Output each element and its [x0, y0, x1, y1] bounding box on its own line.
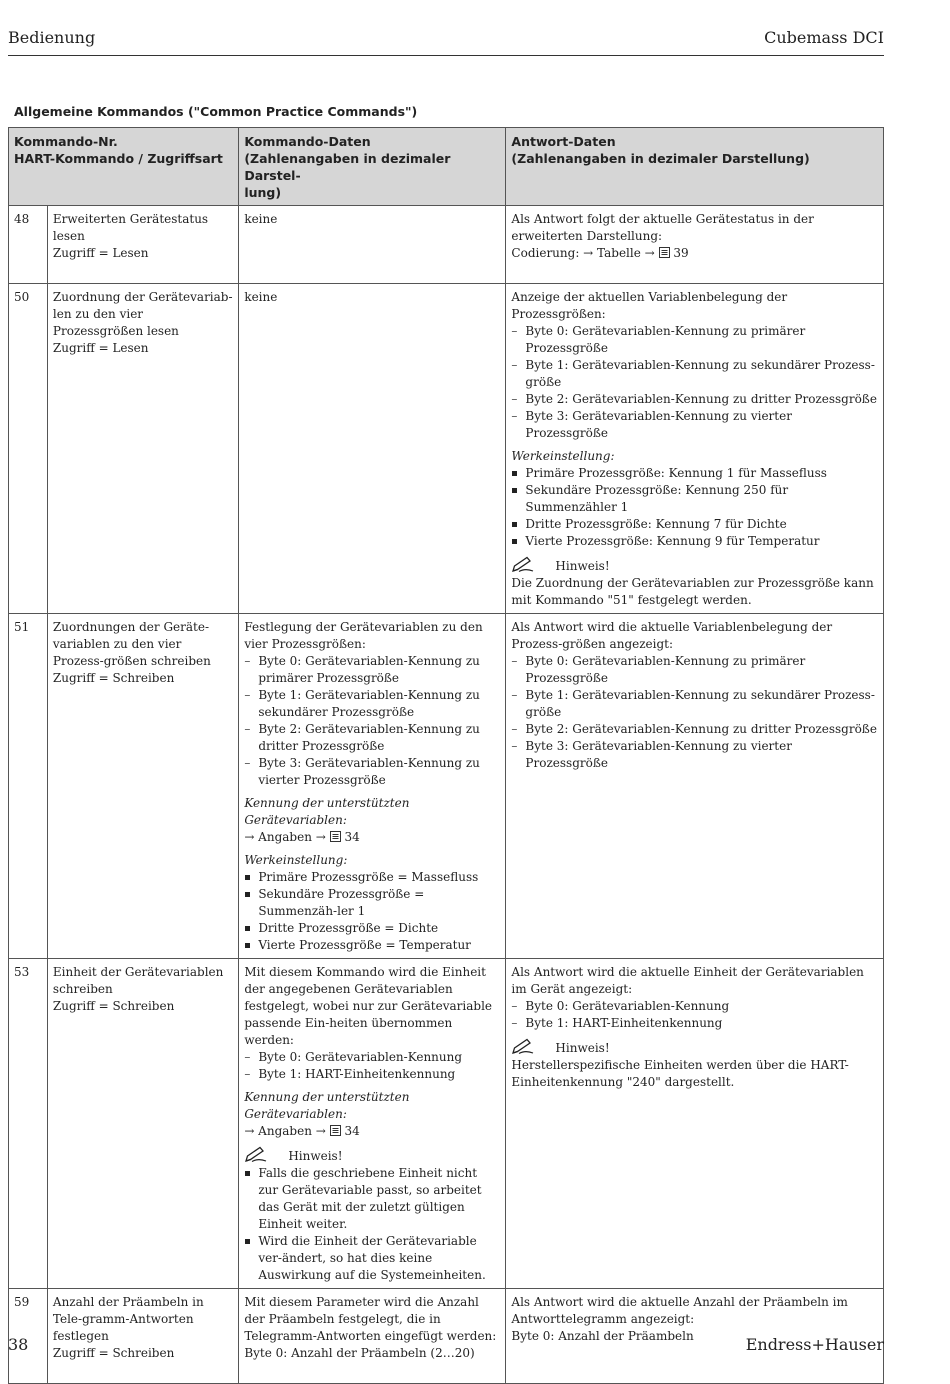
- list-item: Falls die geschriebene Einheit nicht zur Gerätevariable passt, so arbeitet das Gerät mit der zuletzt gültigen Einheit weiter.: [244, 1165, 500, 1233]
- page-number: 38: [8, 1335, 29, 1354]
- header-rule: [8, 55, 884, 56]
- list-item: Dritte Prozessgröße: Kennung 7 für Dichte: [511, 516, 878, 533]
- list-item: – Byte 0: Gerätevariablen-Kennung zu primärer Prozessgröße: [511, 323, 878, 357]
- hint-text: Herstellerspezifische Einheiten werden über die HART-Einheitenkennung "240" dargestellt.: [511, 1058, 849, 1089]
- hint-label: Hinweis!: [288, 1149, 343, 1163]
- table-row: [9, 206, 884, 284]
- command-data-cell: Mit diesem Parameter wird die Anzahl der Präambeln festgelegt, die in Telegramm-Antworten eingefügt werden: Byte 0: Anzahl der Präambeln (2…20): [239, 1289, 506, 1384]
- header-product-name: Cubemass DCI: [764, 28, 884, 47]
- list-item: – Byte 1: HART-Einheitenkennung: [511, 1015, 878, 1032]
- table-row: [9, 614, 884, 959]
- command-data-cell: Mit diesem Kommando wird die Einheit der angegebenen Gerätevariablen festgelegt, wobei nur zur Gerätevariable passende Ein-heiten übernommen werden: – Byte 0: Gerätevariablen-Kennung – Byte 1: HART-Einheitenkennung Kennung der unterstützten Gerätevariablen: → Angaben → 34 Hinweis! Falls die geschriebene Einheit nicht zur Gerätevariable passt, so arbeitet das Gerät mit der zuletzt gültigen Einheit weiter. Wird die Einheit der Gerätevariable ver-ändert, so hat dies keine Auswirkung auf die Systemeinheiten.: [239, 959, 506, 1289]
- hint-text: Die Zuordnung der Gerätevariablen zur Prozessgröße kann mit Kommando "51" festgelegt werden.: [511, 576, 874, 607]
- command-name: Zuordnungen der Geräte-variablen zu den vier Prozess-größen schreiben: [52, 620, 211, 668]
- list-item: – Byte 2: Gerätevariablen-Kennung zu dritter Prozessgröße: [244, 721, 500, 755]
- list-item: Vierte Prozessgröße = Temperatur: [244, 937, 500, 954]
- response-data-cell: Als Antwort wird die aktuelle Anzahl der Präambeln im Antworttelegramm angezeigt: Byte 0: Anzahl der Präambeln: [506, 1289, 884, 1384]
- list-item: – Byte 1: Gerätevariablen-Kennung zu sekundärer Prozess-größe: [511, 357, 878, 391]
- page-reference-icon: [659, 247, 670, 258]
- list-item: – Byte 3: Gerätevariablen-Kennung zu vierter Prozessgröße: [511, 408, 878, 442]
- list-item: Dritte Prozessgröße = Dichte: [244, 920, 500, 937]
- command-name: Anzahl der Präambeln in Tele-gramm-Antworten festlegen: [52, 1295, 204, 1343]
- table-row: [9, 284, 884, 614]
- page-number-ref: 39: [673, 246, 689, 260]
- page-number-ref: 34: [344, 830, 360, 844]
- hint-list: [244, 1165, 500, 1284]
- access-type: Zugriff = Lesen: [52, 246, 149, 260]
- header-command-number: Kommando-Nr. HART-Kommando / Zugriffsart: [9, 128, 239, 206]
- command-name-cell: [47, 614, 238, 959]
- access-type: Zugriff = Lesen: [52, 341, 149, 355]
- command-name-cell: [47, 206, 238, 284]
- command-name-cell: [47, 284, 238, 614]
- supported-variables-label: Kennung der unterstützten Gerätevariablen:: [244, 1090, 410, 1121]
- list-item: – Byte 0: Gerätevariablen-Kennung zu primärer Prozessgröße: [511, 653, 878, 687]
- hint-block: [244, 1146, 500, 1165]
- access-type: Zugriff = Schreiben: [52, 1346, 175, 1360]
- list-item: – Byte 0: Gerätevariablen-Kennung zu primärer Prozessgröße: [244, 653, 500, 687]
- command-data-cell: Festlegung der Gerätevariablen zu den vier Prozessgrößen: – Byte 0: Gerätevariablen-Kennung zu primärer Prozessgröße – Byte 1: Gerätevariablen-Kennung zu sekundärer Prozessgröße – Byte 2: Gerätevariablen-Kennung zu dritter Prozessgröße – Byte 3: Gerätevariablen-Kennung zu vierter Prozessgröße Kennung der unterstützten Gerätevariablen: → Angaben → 34 Werkeinstellung: Primäre Prozessgröße = Massefluss Sekundäre Prozessgröße = Summenzäh-ler 1 Dritte Prozessgröße = Dichte Vierte Prozessgröße = Temperatur: [239, 614, 506, 959]
- list-item: – Byte 1: Gerätevariablen-Kennung zu sekundärer Prozess-größe: [511, 687, 878, 721]
- command-name: Zuordnung der Gerätevariab-len zu den vier Prozessgrößen lesen: [52, 290, 233, 338]
- pencil-note-icon: [511, 1038, 535, 1055]
- header-command-data: Kommando-Daten (Zahlenangaben in dezimaler Darstel- lung): [239, 128, 506, 206]
- commands-table: [8, 127, 884, 1384]
- reference-text: → Angaben →: [244, 830, 326, 844]
- list-item: Primäre Prozessgröße = Massefluss: [244, 869, 500, 886]
- list-item: – Byte 2: Gerätevariablen-Kennung zu dritter Prozessgröße: [511, 721, 878, 738]
- list-item: – Byte 3: Gerätevariablen-Kennung zu vierter Prozessgröße: [244, 755, 500, 789]
- byte-list: [511, 998, 878, 1032]
- factory-setting-label: Werkeinstellung:: [511, 449, 615, 463]
- hint-block: [511, 1038, 878, 1091]
- hint-label: Hinweis!: [555, 1041, 610, 1055]
- list-item: Primäre Prozessgröße: Kennung 1 für Massefluss: [511, 465, 878, 482]
- list-item: – Byte 1: HART-Einheitenkennung: [244, 1066, 500, 1083]
- byte-list: [244, 653, 500, 789]
- response-data-cell: Anzeige der aktuellen Variablenbelegung der Prozessgrößen: – Byte 0: Gerätevariablen-Kennung zu primärer Prozessgröße – Byte 1: Gerätevariablen-Kennung zu sekundärer Prozess-größe – Byte 2: Gerätevariablen-Kennung zu dritter Prozessgröße – Byte 3: Gerätevariablen-Kennung zu vierter Prozessgröße Werkeinstellung: Primäre Prozessgröße: Kennung 1 für Massefluss Sekundäre Prozessgröße: Kennung 250 für Summenzähler 1 Dritte Prozessgröße: Kennung 7 für Dichte Vierte Prozessgröße: Kennung 9 für Temperatur Hinweis! Die Zuordnung der Gerätevariablen zur Prozessgröße kann mit Kommando "51" festgelegt werden.: [506, 284, 884, 614]
- hint-block: [511, 556, 878, 609]
- command-name-cell: [47, 959, 238, 1289]
- table-header-row: [9, 128, 884, 206]
- list-item: Vierte Prozessgröße: Kennung 9 für Temperatur: [511, 533, 878, 550]
- factory-setting-list: [511, 465, 878, 550]
- header-section-label: Bedienung: [8, 28, 96, 47]
- command-data-cell: keine: [239, 206, 506, 284]
- command-name-cell: [47, 1289, 238, 1384]
- pencil-note-icon: [511, 556, 535, 573]
- supported-variables-label: Kennung der unterstützten Gerätevariablen:: [244, 796, 410, 827]
- access-type: Zugriff = Schreiben: [52, 671, 175, 685]
- list-item: Sekundäre Prozessgröße: Kennung 250 für Summenzähler 1: [511, 482, 878, 516]
- factory-setting-list: [244, 869, 500, 954]
- access-type: Zugriff = Schreiben: [52, 999, 175, 1013]
- page-reference-icon: [330, 1125, 341, 1136]
- command-name: Einheit der Gerätevariablen schreiben: [52, 965, 224, 996]
- command-data-cell: keine: [239, 284, 506, 614]
- reference-text: → Angaben →: [244, 1124, 326, 1138]
- list-item: Wird die Einheit der Gerätevariable ver-ändert, so hat dies keine Auswirkung auf die Systemeinheiten.: [244, 1233, 500, 1284]
- factory-setting-label: Werkeinstellung:: [244, 853, 348, 867]
- command-number: 53: [9, 959, 48, 1289]
- list-item: – Byte 0: Gerätevariablen-Kennung: [511, 998, 878, 1015]
- footer-brand: Endress+Hauser: [745, 1335, 884, 1354]
- table-reference: Codierung: → Tabelle →: [511, 246, 655, 260]
- response-data-cell: Als Antwort wird die aktuelle Einheit der Gerätevariablen im Gerät angezeigt: – Byte 0: Gerätevariablen-Kennung – Byte 1: HART-Einheitenkennung Hinweis! Herstellerspezifische Einheiten werden über die HART-Einheitenkennung "240" dargestellt.: [506, 959, 884, 1289]
- list-item: Sekundäre Prozessgröße = Summenzäh-ler 1: [244, 886, 500, 920]
- list-item: – Byte 3: Gerätevariablen-Kennung zu vierter Prozessgröße: [511, 738, 878, 772]
- command-number: 51: [9, 614, 48, 959]
- pencil-note-icon: [244, 1146, 268, 1163]
- header-response-data: Antwort-Daten (Zahlenangaben in dezimaler Darstellung): [506, 128, 884, 206]
- command-number: 50: [9, 284, 48, 614]
- byte-list: [511, 653, 878, 772]
- list-item: – Byte 1: Gerätevariablen-Kennung zu sekundärer Prozessgröße: [244, 687, 500, 721]
- page-number-ref: 34: [344, 1124, 360, 1138]
- page-reference-icon: [330, 831, 341, 842]
- command-name: Erweiterten Gerätestatus lesen: [52, 212, 209, 243]
- command-number: 59: [9, 1289, 48, 1384]
- byte-list: [244, 1049, 500, 1083]
- list-item: – Byte 0: Gerätevariablen-Kennung: [244, 1049, 500, 1066]
- hint-label: Hinweis!: [555, 559, 610, 573]
- response-data-cell: Als Antwort folgt der aktuelle Gerätestatus in der erweiterten Darstellung: Codierung: → Tabelle → 39: [506, 206, 884, 284]
- section-title: Allgemeine Kommandos ("Common Practice Commands"): [14, 104, 418, 119]
- table-row: [9, 959, 884, 1289]
- byte-list: [511, 323, 878, 442]
- list-item: – Byte 2: Gerätevariablen-Kennung zu dritter Prozessgröße: [511, 391, 878, 408]
- command-number: 48: [9, 206, 48, 284]
- response-data-cell: Als Antwort wird die aktuelle Variablenbelegung der Prozess-größen angezeigt: – Byte 0: Gerätevariablen-Kennung zu primärer Prozessgröße – Byte 1: Gerätevariablen-Kennung zu sekundärer Prozess-größe – Byte 2: Gerätevariablen-Kennung zu dritter Prozessgröße – Byte 3: Gerätevariablen-Kennung zu vierter Prozessgröße: [506, 614, 884, 959]
